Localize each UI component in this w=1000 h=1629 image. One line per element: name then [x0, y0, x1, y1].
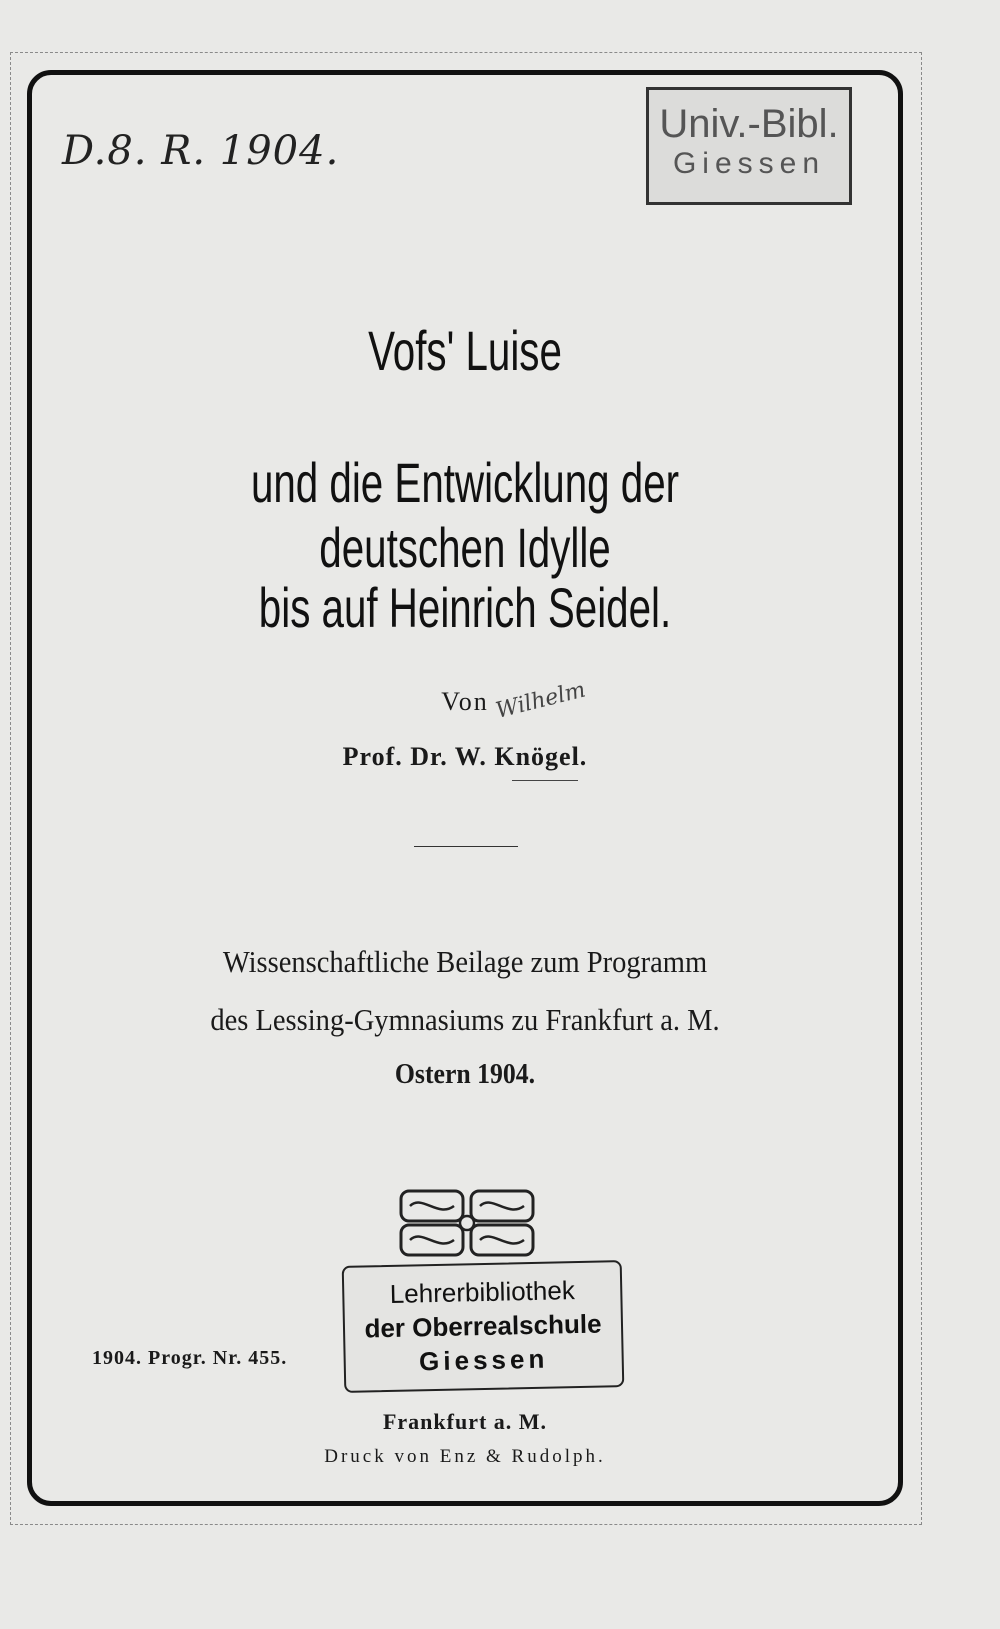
handwritten-first-name-text: Wilhelm — [493, 677, 589, 724]
stamp-bottom-line1: Lehrerbibliothek — [389, 1275, 576, 1309]
title-line-1: Vofs' Luise — [368, 319, 562, 382]
title-line-3: bis auf Heinrich Seidel. — [258, 576, 672, 639]
imprint-printer: Druck von Enz & Rudolph. — [324, 1446, 606, 1467]
publication-line-2: des Lessing-Gymnasiums zu Frankfurt a. M. — [210, 1002, 720, 1037]
byline-author: Prof. Dr. W. Knögel. — [342, 742, 588, 771]
imprint-city: Frankfurt a. M. — [382, 1409, 548, 1434]
library-stamp-lehrerbibliothek — [342, 1260, 625, 1393]
printer-ornament-icon — [398, 1188, 536, 1258]
stamp-bottom-line2: der Oberrealschule — [364, 1308, 602, 1344]
title-line-2: und die Entwicklung der deutschen Idylle — [250, 451, 680, 579]
handwritten-first-name — [493, 677, 626, 734]
publication-line-1: Wissenschaftliche Beilage zum Programm — [222, 944, 708, 979]
stamp-top-line1: Univ.-Bibl. — [659, 102, 839, 146]
divider-rule — [414, 846, 518, 847]
stamp-bottom-line3: Giessen — [418, 1343, 549, 1377]
byline-von: Von — [441, 687, 489, 716]
handwritten-shelf-mark: D.8. R. 1904. — [62, 128, 340, 174]
stamp-top-line2: Giessen — [672, 147, 826, 180]
publication-line-3: Ostern 1904. — [394, 1059, 536, 1090]
author-underline — [512, 780, 578, 781]
library-stamp-univ-bibl — [646, 87, 852, 205]
program-number: 1904. Progr. Nr. 455. — [92, 1347, 288, 1369]
